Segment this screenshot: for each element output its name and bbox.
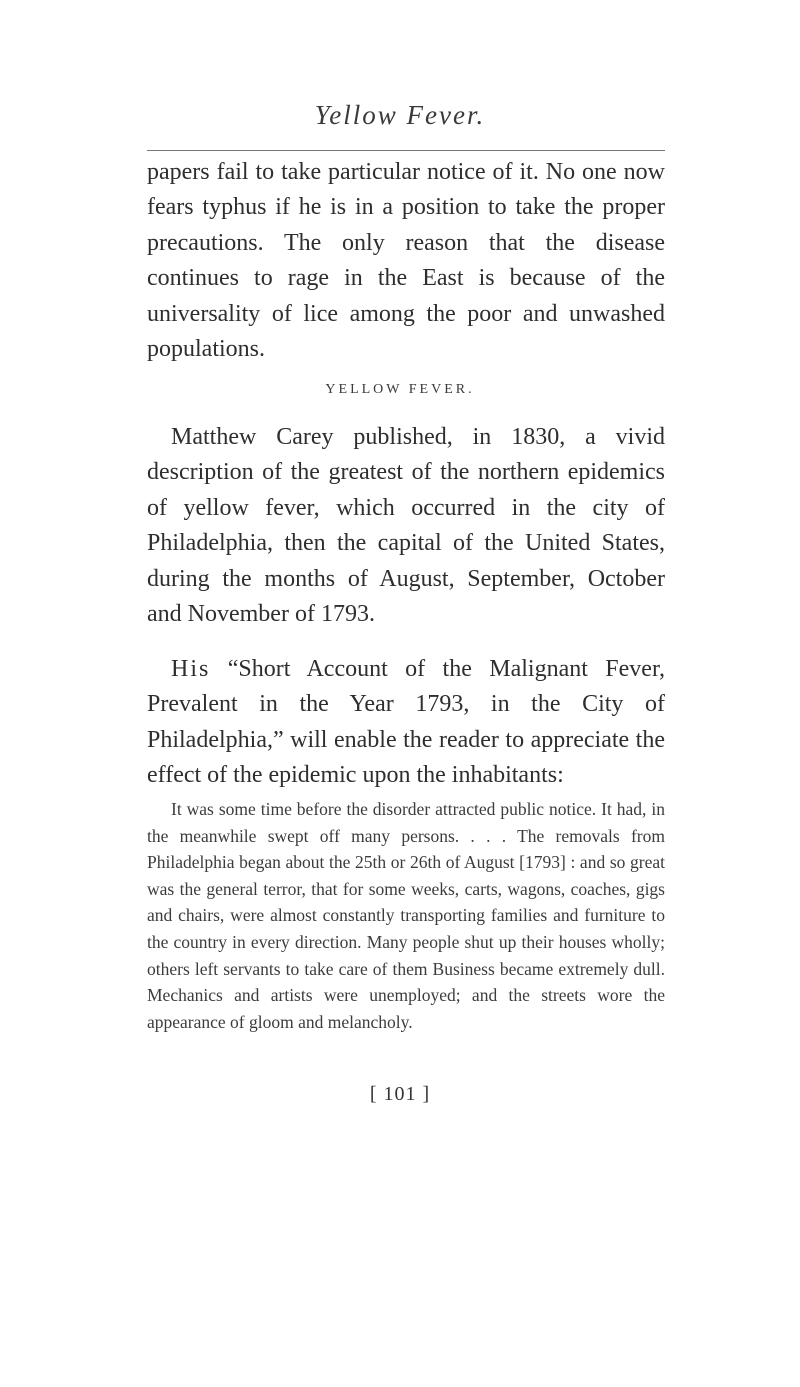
paragraph-carey-description: Matthew Carey published, in 1830, a vivid description of the greatest of the northern epidemics of yellow fever, which occurred in the city of Philadelphia, then the capital of the United States, during the months of August, September, October and November of 1793. xyxy=(147,424,665,628)
paragraph-short-account-text: “Short Account of the Malignant Fever, Prevalent in the Year 1793, in the City of Philadelphia,” will enable the reader to appreciate the effect of the epidemic upon the inhabitants: xyxy=(147,656,665,789)
block-quotation: It was some time before the disorder attracted public notice. It had, in the meanwhile swept off many persons. . . . The removals from Philadelphia began about the 25th or 26th of August [1793] : and so great was the general terror, that for some weeks, carts, wagons, coaches, gigs and chairs, were almost constantly transporting families and furniture to the country in every direction. Many people shut up their houses wholly; others left servants to take care of them Business became extremely dull. Mechanics and artists were unemployed; and the streets wore the appearance of gloom and melancholy. xyxy=(147,799,665,1032)
running-head: Yellow Fever. xyxy=(314,100,486,130)
paragraph-short-account xyxy=(147,652,665,794)
page-number: [ 101 ] xyxy=(369,1083,431,1105)
header-rule xyxy=(147,150,665,151)
paragraph-lead-word: His xyxy=(171,656,211,682)
paragraph-typhus-conclusion: papers fail to take particular notice of it. No one now fears typhus if he is in a position to take the proper precautions. The only reason that the disease continues to rage in the East is because of the universality of lice among the poor and unwashed populations. xyxy=(147,159,665,363)
section-heading: YELLOW FEVER. xyxy=(325,382,475,397)
